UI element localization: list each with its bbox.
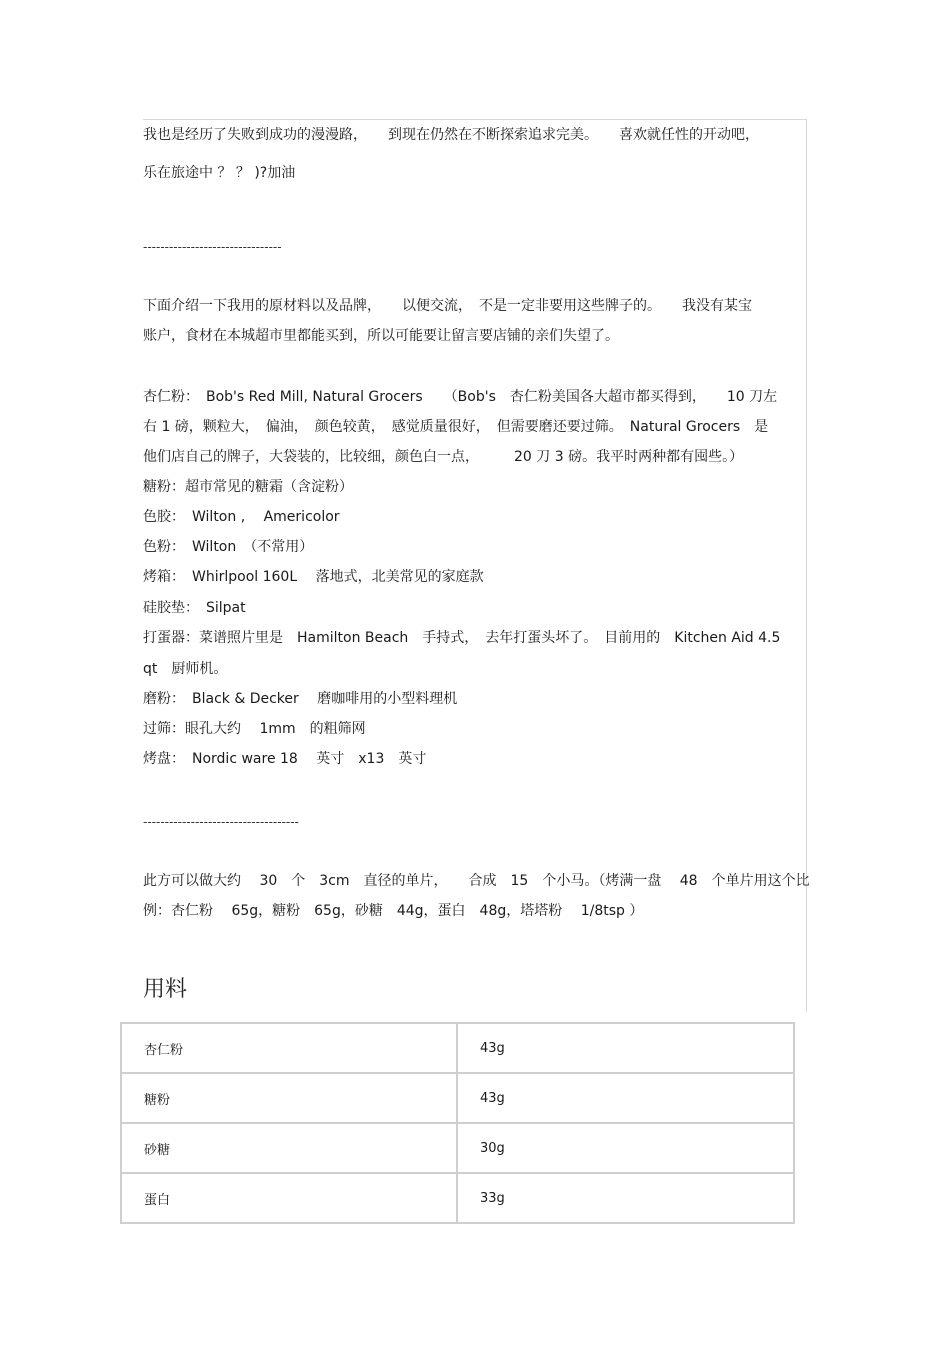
- material-line: 烤盘： Nordic ware 18 英寸 x13 英寸: [143, 751, 427, 767]
- ingredient-name: 蛋白: [121, 1173, 457, 1223]
- brands-intro-line-1: 下面介绍一下我用的原材料以及品牌， 以便交流， 不是一定非要用这些牌子的。 我没有某宝: [143, 298, 752, 314]
- section-divider-2: ------------------------------------: [143, 815, 299, 829]
- ingredient-name: 糖粉: [121, 1073, 457, 1123]
- intro-line-2: 乐在旅途中 ？ ？ )?加油: [143, 165, 296, 181]
- material-line: 磨粉： Black & Decker 磨咖啡用的小型料理机: [143, 691, 458, 707]
- brands-intro-line-2: 账户，食材在本城超市里都能买到，所以可能要让留言要店铺的亲们失望了。: [143, 328, 619, 344]
- material-line: 右 1 磅，颗粒大， 偏油， 颜色较黄， 感觉质量很好， 但需要磨还要过筛。 Natural Grocers 是: [143, 419, 769, 435]
- ingredients-table: [120, 1022, 795, 1224]
- ingredient-name: 杏仁粉: [121, 1023, 457, 1073]
- material-line: 打蛋器：菜谱照片里是 Hamilton Beach 手持式， 去年打蛋头坏了。 目前用的 Kitchen Aid 4.5: [143, 630, 781, 646]
- material-line: 过筛：眼孔大约 1mm 的粗筛网: [143, 721, 366, 737]
- ratio-line-1: 此方可以做大约 30 个 3cm 直径的单片， 合成 15 个小马。（烤满一盘 48 个单片用这个比: [143, 873, 810, 889]
- table-row: [121, 1073, 794, 1123]
- intro-line-1: 我也是经历了失败到成功的漫漫路， 到现在仍然在不断探索追求完美。 喜欢就任性的开动吧，: [143, 127, 759, 143]
- table-row: [121, 1023, 794, 1073]
- table-row: [121, 1173, 794, 1223]
- material-line: 色粉： Wilton （不常用）: [143, 539, 314, 555]
- material-line: 他们店自己的牌子，大袋装的，比较细，颜色白一点， 20 刀 3 磅。我平时两种都有囤些。）: [143, 449, 744, 465]
- material-line: 烤箱： Whirlpool 160L 落地式，北美常见的家庭款: [143, 569, 484, 585]
- material-line: 糖粉：超市常见的糖霜（含淀粉）: [143, 479, 353, 495]
- ratio-line-2: 例：杏仁粉 65g，糖粉 65g，砂糖 44g，蛋白 48g，塔塔粉 1/8tsp ）: [143, 903, 644, 919]
- material-line: qt 厨师机。: [143, 661, 228, 677]
- ingredients-heading: 用料: [143, 977, 188, 1002]
- material-line: 色胶： Wilton , Americolor: [143, 509, 340, 525]
- ingredient-name: 砂糖: [121, 1123, 457, 1173]
- material-line: 杏仁粉： Bob's Red Mill, Natural Grocers （Bob's 杏仁粉美国各大超市都买得到， 10 刀左: [143, 389, 778, 405]
- material-line: 硅胶垫： Silpat: [143, 600, 246, 616]
- table-row: [121, 1123, 794, 1173]
- ingredient-amount: 33g: [457, 1173, 794, 1223]
- ingredient-amount: 43g: [457, 1023, 794, 1073]
- ingredient-amount: 43g: [457, 1073, 794, 1123]
- section-divider-1: --------------------------------: [143, 240, 282, 254]
- ingredient-amount: 30g: [457, 1123, 794, 1173]
